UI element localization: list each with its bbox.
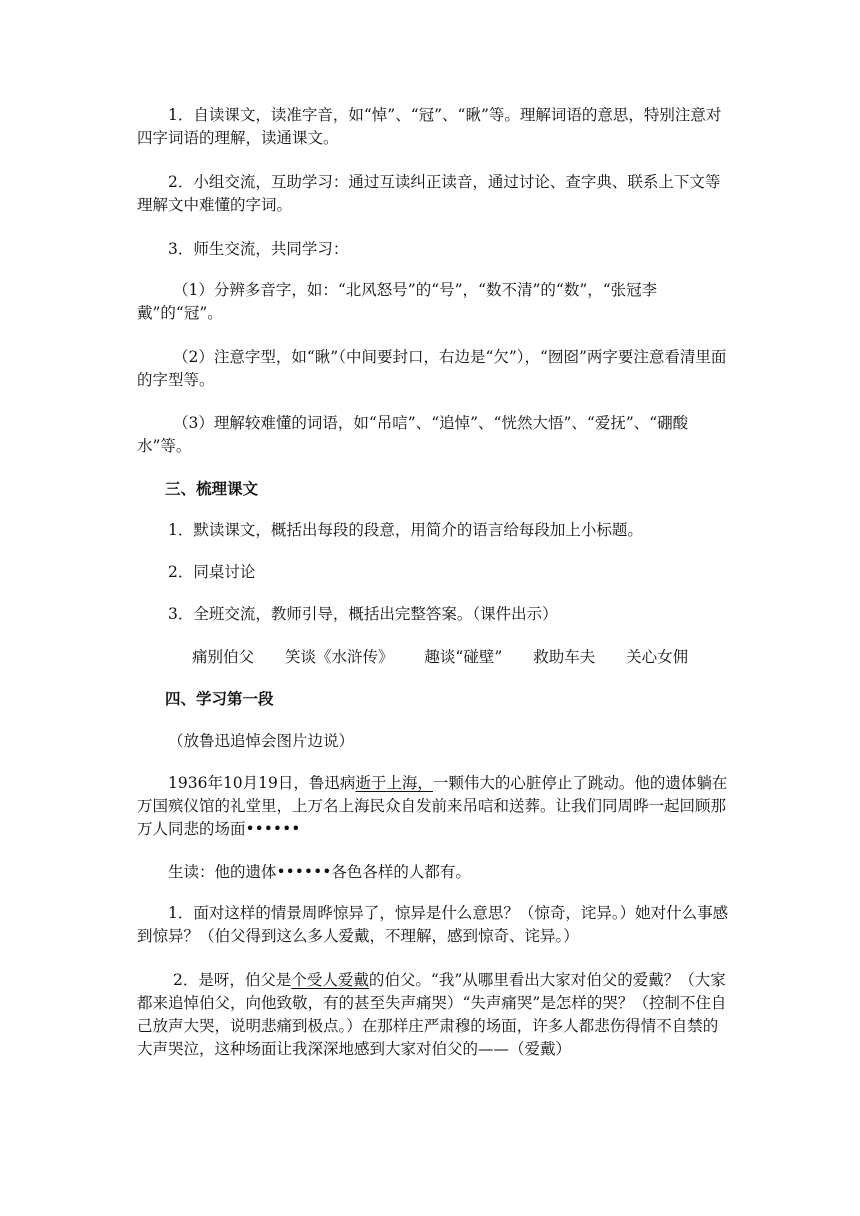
section-3-heading: 三、梳理课文 — [165, 480, 259, 498]
item-3-teacher-student: 3．师生交流，共同学习： — [168, 240, 349, 258]
underlined-phrase: 个受人爱戴 — [291, 971, 369, 989]
section-3-step-1: 1．默读课文，概括出每段的段意，用简介的语言给每段加上小标题。 — [168, 521, 643, 539]
subitem-3-difficult-words: （3）理解较难懂的词语，如“吊唁”、“追悼”、“恍然大悟”、“爱抚”、“硼酸水”等。 — [137, 414, 689, 455]
underlined-phrase: 逝于上海， — [355, 774, 433, 792]
subtitle-item: 痛别伯父 — [192, 648, 255, 666]
subtitle-item: 笑谈《水浒传》 — [284, 648, 394, 666]
subtitle-item: 趣谈“碰壁” — [424, 648, 503, 666]
section-3-step-3: 3．全班交流，教师引导，概括出完整答案。（课件出示） — [168, 605, 558, 623]
subtitle-list — [192, 646, 688, 669]
subtitle-item: 关心女佣 — [626, 648, 689, 666]
section-4-intro: 1936年10月19日，鲁迅病逝于上海，一颗伟大的心脏停止了跳动。他的遗体躺在万国殡仪馆的礼堂里，上万名上海民众自发前来吊唁和送葬。让我们同周晔一起回顾那万人同悲的场面•••••• — [137, 774, 728, 838]
item-1-self-reading: 1．自读课文，读准字音，如“悼”、“冠”、“瞅”等。理解词语的意思，特别注意对四字词语的理解，读通课文。 — [137, 106, 722, 147]
student-reading-line: 生读：他的遗体••••••各色各样的人都有。 — [168, 863, 471, 881]
question-2: 2．是呀，伯父是个受人爱戴的伯父。“我”从哪里看出大家对伯父的爱戴？（大家都来追悼伯父，向他致敬，有的甚至失声痛哭）“失声痛哭”是怎样的哭？（控制不住自己放声大哭，说明悲痛到极点。）在那样庄严肃穆的场面，许多人都悲伤得情不自禁的大声哭泣，这种场面让我深深地感到大家对伯父的——（爱戴） — [137, 971, 727, 1058]
subtitle-item: 救助车夫 — [533, 648, 596, 666]
item-2-group-exchange: 2．小组交流，互助学习：通过互读纠正读音，通过讨论、查字典、联系上下文等理解文中难懂的字词。 — [137, 173, 721, 214]
subitem-1-polyphones: （1）分辨多音字，如：“北风怒号”的“号”，“数不清”的“数”，“张冠李戴”的“冠”。 — [137, 281, 658, 322]
subitem-2-glyph-shape: （2）注意字型，如“瞅”（中间要封口，右边是“欠”），“囫囵”两字要注意看清里面的字型等。 — [137, 348, 727, 389]
section-3-step-2: 2．同桌讨论 — [168, 563, 256, 581]
question-1: 1．面对这样的情景周晔惊异了，惊异是什么意思？（惊奇，诧异。）她对什么事感到惊异？（伯父得到这么多人爱戴，不理解，感到惊奇、诧异。） — [137, 904, 729, 945]
section-4-note: （放鲁迅追悼会图片边说） — [168, 732, 355, 750]
section-4-heading: 四、学习第一段 — [165, 690, 274, 708]
